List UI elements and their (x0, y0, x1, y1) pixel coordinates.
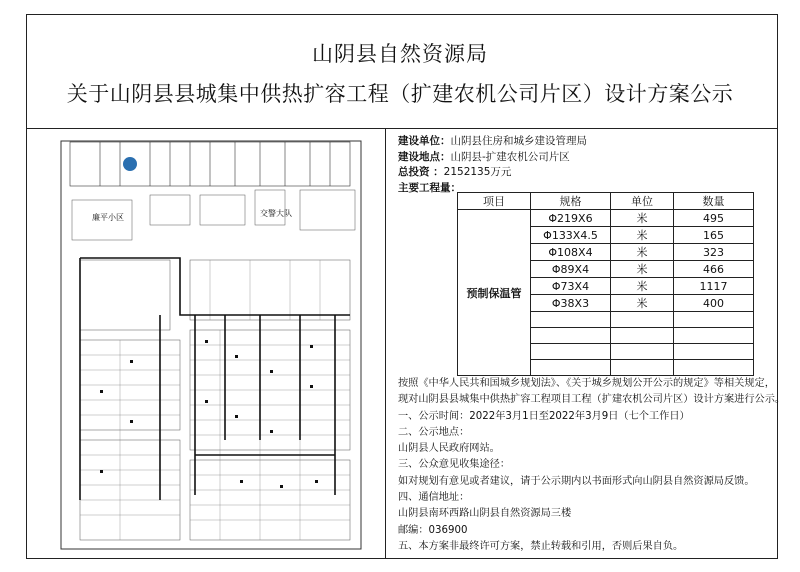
count-cell (674, 312, 754, 328)
spec-cell: Φ219X6 (531, 210, 611, 227)
count-cell: 323 (674, 244, 754, 261)
notice-title: 关于山阴县县城集中供热扩容工程（扩建农机公司片区）设计方案公示 (66, 82, 734, 106)
unit-cell: 米 (611, 295, 674, 312)
unit-cell: 米 (611, 227, 674, 244)
quantities-label: 主要工程量： (398, 182, 461, 194)
spec-cell: Φ108X4 (531, 244, 611, 261)
table-row (458, 210, 754, 227)
unit-cell (611, 360, 674, 376)
item-name-cell: 预制保温管 (458, 210, 531, 376)
map-label-left: 廉平小区 (92, 213, 124, 222)
spec-cell: Φ73X4 (531, 278, 611, 295)
spec-cell (531, 344, 611, 360)
notice-line: 四、通信地址： (398, 492, 470, 504)
notice-line: 五、本方案非最终许可方案，禁止转载和引用，否则后果自负。 (398, 540, 684, 552)
spec-cell: Φ38X3 (531, 295, 611, 312)
unit-cell: 米 (611, 261, 674, 278)
spec-cell (531, 360, 611, 376)
location-label: 建设地点： (398, 151, 451, 163)
spec-cell (531, 328, 611, 344)
investment-label: 总投资 ： (398, 166, 444, 178)
notice-line: 山阴县人民政府网站。 (398, 443, 500, 455)
investment-line (398, 164, 511, 179)
notice-line: 二、公示地点： (398, 426, 470, 438)
notice-body (398, 376, 786, 555)
count-cell (674, 344, 754, 360)
notice-line: 邮编：036900 (398, 524, 468, 536)
logo-mark (123, 157, 137, 171)
col-spec-header: 规格 (531, 193, 611, 210)
count-cell (674, 328, 754, 344)
header-divider (26, 128, 778, 129)
count-cell: 165 (674, 227, 754, 244)
notice-line: 现对山阴县县城集中供热扩容工程项目工程（扩建农机公司片区）设计方案进行公示。 (398, 394, 786, 406)
unit-cell: 米 (611, 210, 674, 227)
column-divider (385, 128, 386, 559)
quantities-table (457, 192, 754, 376)
notice-line: 如对规划有意见或者建议，请于公示期内以书面形式向山阴县自然资源局反馈。 (398, 475, 755, 487)
col-unit-header: 单位 (611, 193, 674, 210)
col-item-header: 项目 (458, 193, 531, 210)
builder-line (398, 133, 587, 148)
col-count-header: 数量 (674, 193, 754, 210)
location-line (398, 149, 570, 164)
location-value: 山阴县-扩建农机公司片区 (450, 151, 570, 163)
count-cell: 1117 (674, 278, 754, 295)
spec-cell: Φ89X4 (531, 261, 611, 278)
count-cell: 495 (674, 210, 754, 227)
builder-label: 建设单位： (398, 135, 451, 147)
unit-cell: 米 (611, 244, 674, 261)
notice-line: 山阴县南环西路山阴县自然资源局三楼 (398, 508, 572, 520)
map-label-right: 交警大队 (260, 209, 292, 218)
notice-line: 按照《中华人民共和国城乡规划法》、《关于城乡规划公开公示的规定》等相关规定， (398, 378, 775, 389)
unit-cell (611, 344, 674, 360)
unit-cell (611, 312, 674, 328)
spec-cell: Φ133X4.5 (531, 227, 611, 244)
investment-value: 2152135万元 (443, 166, 512, 178)
count-cell: 400 (674, 295, 754, 312)
quantities-heading (398, 180, 461, 195)
table-header-row (458, 193, 754, 210)
notice-line: 三、公众意见收集途径： (398, 459, 511, 471)
builder-value: 山阴县住房和城乡建设管理局 (450, 135, 587, 147)
site-plan-drawing (60, 140, 362, 550)
agency-title: 山阴县自然资源局 (312, 42, 488, 66)
unit-cell: 米 (611, 278, 674, 295)
spec-cell (531, 312, 611, 328)
unit-cell (611, 328, 674, 344)
count-cell: 466 (674, 261, 754, 278)
notice-line: 一、公示时间：2022年3月1日至2022年3月9日（七个工作日） (398, 410, 690, 422)
count-cell (674, 360, 754, 376)
